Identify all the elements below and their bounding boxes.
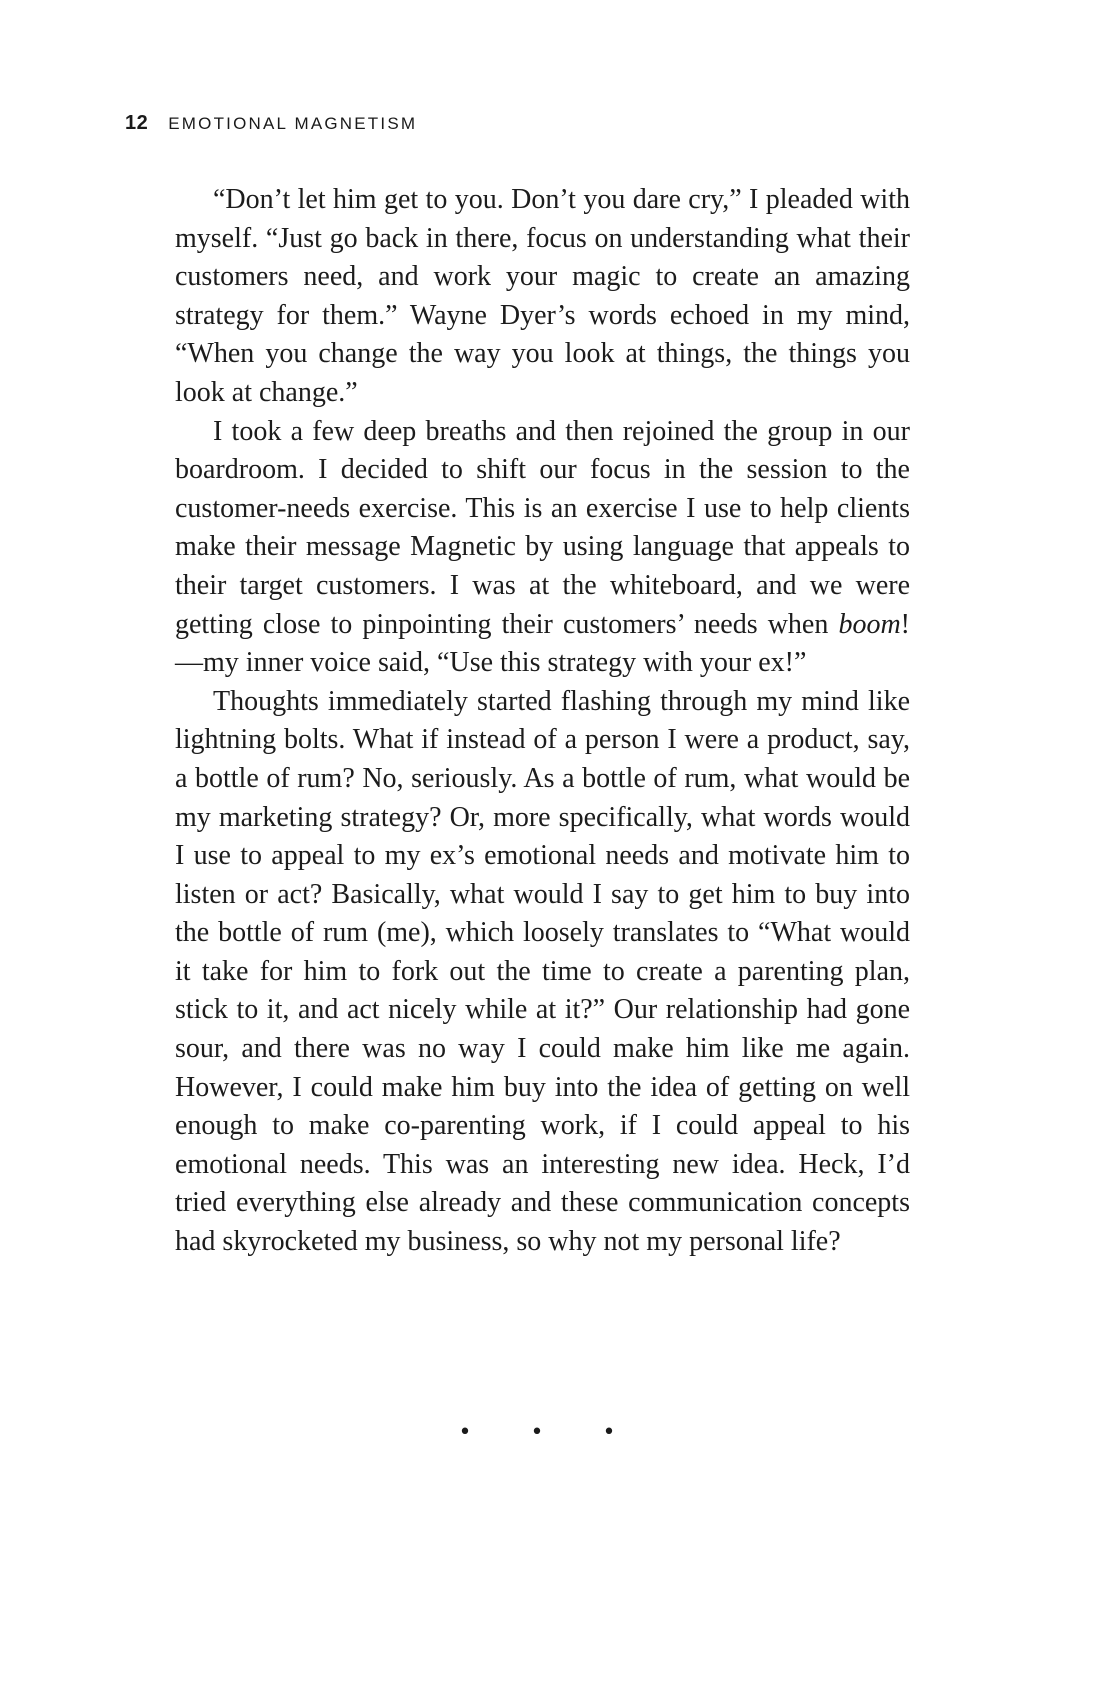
- paragraph-2-emphasis: boom: [838, 608, 901, 640]
- page-number: 12: [125, 112, 149, 134]
- paragraph-1-text: “Don’t let him get to you. Don’t you dare cry,” I pleaded with myself. “Just go back in there, focus on understanding what their customers need, and work your magic to create an amazing strategy for them.” Wayne Dyer’s words echoed in my mind, “When you change the way you look at things, the things you look at change.”: [175, 184, 910, 408]
- paragraph-3: [175, 683, 910, 1262]
- paragraph-1: [175, 181, 910, 413]
- paragraph-3-text: Thoughts immediately started flashing through my mind like lightning bolts. What if instead of a person I were a product, say, a bottle of rum? No, seriously. As a bottle of rum, what would be my marketing strategy? Or, more specifically, what words would I use to appeal to my ex’s emotional needs and motivate him to listen or act? Basically, what would I say to get him to buy into the bottle of rum (me), which loosely translates to “What would it take for him to fork out the time to create a parenting plan, stick to it, and act nicely while at it?” Our relationship had gone sour, and there was no way I could make him like me again. However, I could make him buy into the idea of getting on well enough to make co-parenting work, if I could appeal to his emotional needs. This was an interesting new idea. Heck, I’d tried everything else already and these communication concepts had skyrocketed my business, so why not my personal life?: [175, 685, 910, 1258]
- book-title: EMOTIONAL MAGNETISM: [168, 114, 418, 133]
- paragraph-2-text-start: I took a few deep breaths and then rejoined the group in our boardroom. I decided to shift our focus in the session to the customer-needs exercise. This is an exercise I use to help clients make their message Magnetic by using language that appeals to their target customers. I was at the whiteboard, and we were getting close to pinpointing their customers’ needs when: [175, 415, 910, 640]
- paragraph-2: [175, 413, 910, 683]
- section-break-dots: • • •: [458, 1420, 642, 1445]
- paragraph-2-text-end: !—my inner voice said, “Use this strategy with your ex!”: [175, 608, 910, 679]
- body-text: [175, 181, 910, 1262]
- running-head: [125, 112, 417, 135]
